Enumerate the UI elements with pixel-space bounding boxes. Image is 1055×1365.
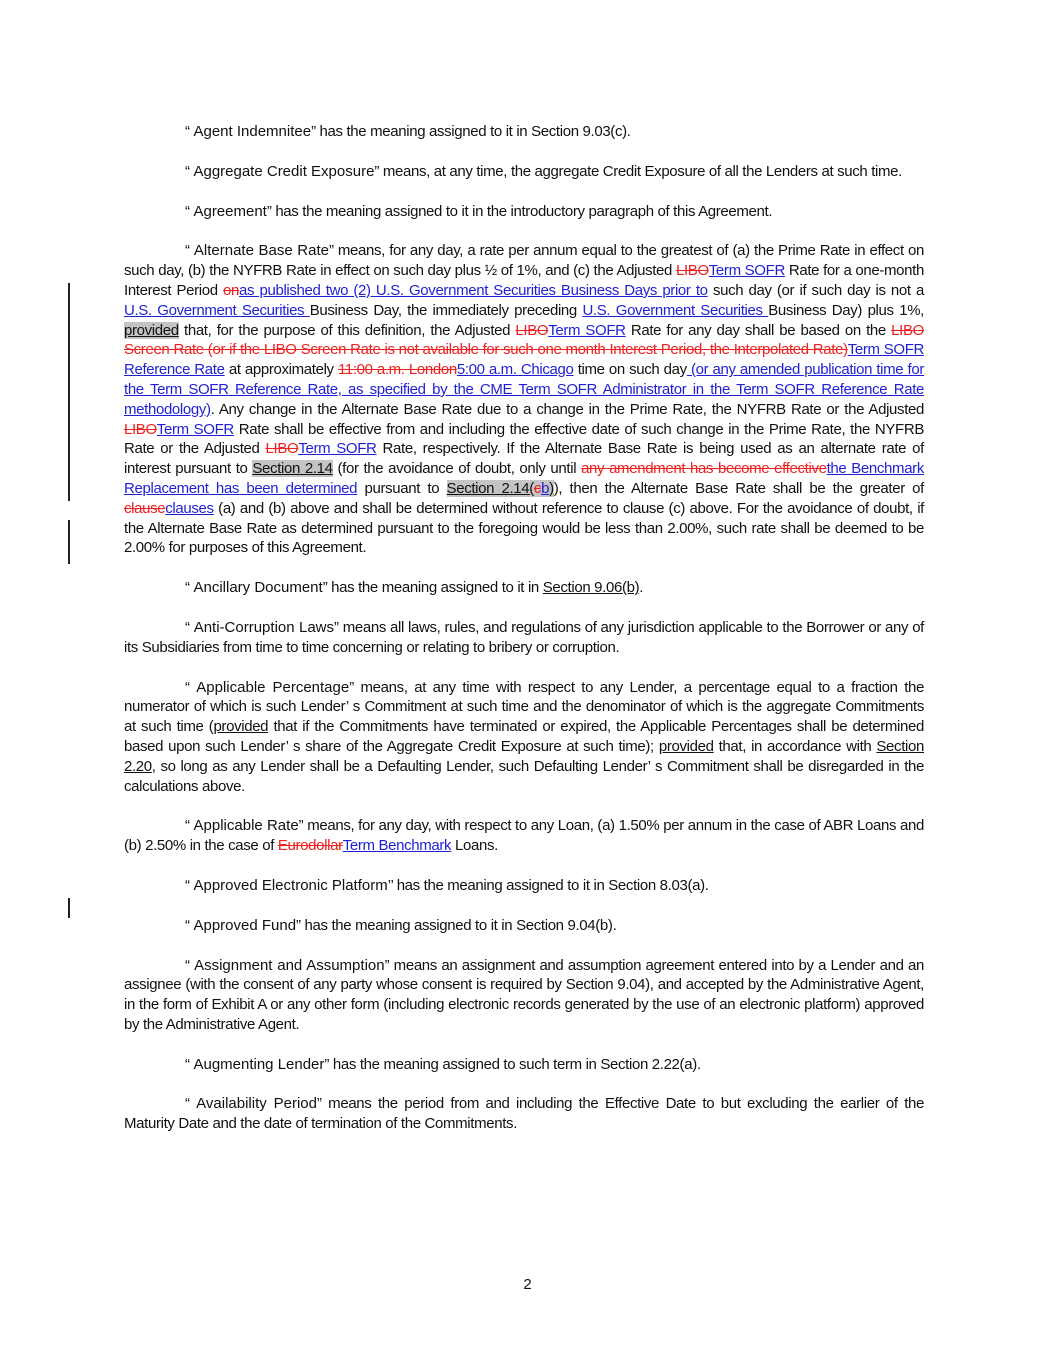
- deleted-text: LIBO: [675, 262, 709, 280]
- inserted-text: as published two (2) U.S. Government Securities Business Days prior to: [239, 281, 708, 299]
- body-text: Rate for a one-month Interest Period: [124, 262, 924, 299]
- body-text: . Any change in the Alternate Base Rate due to a change in the Prime Rate, the NYFRB Rate or the Adjusted: [210, 400, 924, 418]
- defined-term: Assignment and Assumption: [194, 956, 385, 974]
- defined-term: Anti-Corruption Laws: [193, 618, 334, 636]
- deleted-text: LIBO Screen Rate (or if the LIBO Screen Rate is not available for such one month Interest Period, the Interpolated Rate): [124, 321, 924, 359]
- highlighted-reference: ): [549, 479, 554, 497]
- cross-reference: Section 9.06(b): [542, 579, 640, 597]
- body-text: has the meaning assigned to it in the introductory paragraph of this Agreement.: [271, 202, 773, 220]
- inserted-text: Term SOFR Reference Rate: [124, 341, 924, 379]
- body-text: means the period from and including the Effective Date to but excluding the earlier of the Maturity Date and the date of termination of the Commitments.: [124, 1095, 924, 1133]
- definition-paragraph: “ Approved Electronic Platform’’ has the meaning assigned to it in Section 8.03(a).: [185, 876, 709, 894]
- inserted-text: the Benchmark Replacement has been determined: [124, 460, 924, 497]
- defined-term: Ancillary Document: [193, 579, 323, 597]
- body-text: , so long as any Lender shall be a Defaulting Lender, such Defaulting Lender’ s Commitment shall be disregarded in the calculations above.: [124, 757, 924, 795]
- inserted-text: Term Benchmark: [342, 837, 452, 855]
- page-number: 2: [523, 1276, 532, 1293]
- body-text: Rate for any day shall be based on the: [625, 321, 892, 339]
- body-text: that if the Commitments have terminated or expired, the Applicable Percentages shall be determined based upon such Lender’ s share of the Aggregate Credit Exposure at such time);: [124, 718, 924, 755]
- inserted-text: U.S. Government Securities: [582, 301, 769, 319]
- deleted-text: clause: [124, 499, 166, 517]
- inserted-text: b: [541, 479, 550, 497]
- defined-term: Augmenting Lender: [193, 1055, 325, 1073]
- cross-reference: provided: [213, 718, 269, 736]
- body-text: that, for the purpose of this definition, the Adjusted: [178, 321, 516, 339]
- body-text: Rate shall be effective from and including the effective date of such change in the Prime Rate, the NYFRB Rate or the Adjusted: [124, 420, 924, 458]
- inserted-text: clauses: [165, 499, 214, 517]
- deleted-text: any amendment has become effective: [581, 460, 827, 478]
- defined-term: Approved Fund: [193, 916, 297, 934]
- inserted-text: Term SOFR: [708, 262, 785, 280]
- body-text: ), then the Alternate Base Rate shall be the greater of: [553, 479, 924, 497]
- body-text: Business Day, the immediately preceding: [309, 301, 583, 319]
- definition-paragraph: “ Assignment and Assumption” means an assignment and assumption agreement entered into by a Lender and an assignee (with the consent of any party whose consent is required by Section 9.04), and accepted by the Administrative Agent, in the form of Exhibit A or any other form (including electronic records generated by the use of an electronic platform) approved by the Administrative Agent.: [124, 956, 924, 1033]
- body-text: .: [639, 579, 644, 597]
- deleted-text: LIBO: [515, 321, 549, 339]
- highlighted-reference: provided: [124, 321, 179, 339]
- body-text: (a) and (b) above and shall be determined without reference to clause (c) above. For the avoidance of doubt, if the Alternate Base Rate as determined pursuant to the foregoing would be less than 2.00%, such rate shall be deemed to be 2.00% for purposes of this Agreement.: [124, 499, 924, 557]
- document-page: [124, 122, 924, 1154]
- body-text: that, in accordance with: [713, 737, 877, 755]
- body-text: means, for any day, a rate per annum equal to the greatest of (a) the Prime Rate in effect on such day, (b) the NYFRB Rate in effect on such day plus ½ of 1%, and (c) the Adjusted: [124, 242, 924, 280]
- defined-term: Applicable Percentage: [196, 678, 350, 696]
- body-text: (for the avoidance of doubt, only until: [332, 460, 582, 478]
- defined-term: Agreement: [193, 202, 267, 220]
- body-text: Business Day) plus 1%,: [768, 301, 924, 319]
- inserted-text: Term SOFR: [548, 321, 626, 339]
- body-text: means, at any time with respect to any Lender, a percentage equal to a fraction the numerator of which is such Lender’ s Commitment at such time and the denominator of which is the aggregate Commitments at such time (: [124, 678, 924, 736]
- body-text: pursuant to: [357, 479, 447, 497]
- deleted-text: LIBO: [265, 440, 299, 458]
- definition-paragraph: “ Aggregate Credit Exposure” means, at any time, the aggregate Credit Exposure of all the Lenders at such time.: [185, 162, 902, 180]
- body-text: has the meaning assigned to it in: [327, 579, 543, 597]
- defined-term: Applicable Rate: [193, 817, 299, 835]
- body-text: has the meaning assigned to it in Section 8.03(a).: [392, 876, 709, 894]
- body-text: has the meaning assigned to such term in Section 2.22(a).: [329, 1055, 701, 1073]
- body-text: means an assignment and assumption agreement entered into by a Lender and an assignee (with the consent of any party whose consent is required by Section 9.04), and accepted by the Administrative Agent, in the form of Exhibit A or any other form (including electronic records generated by the use of an electronic platform) approved by the Administrative Agent.: [124, 956, 924, 1033]
- cross-reference: provided: [658, 737, 714, 755]
- definition-paragraph: “ Anti-Corruption Laws” means all laws, rules, and regulations of any jurisdiction applicable to the Borrower or any of its Subsidiaries from time to time concerning or relating to bribery or corruption.: [124, 618, 925, 656]
- inserted-text: U.S. Government Securities: [124, 301, 310, 319]
- definition-paragraph: “ Applicable Percentage” means, at any time with respect to any Lender, a percentage equal to a fraction the numerator of which is such Lender’ s Commitment at such time and the denominator of which is the aggregate Commitments at such time (provided that if the Commitments have terminated or expired, the Applicable Percentages shall be determined based upon such Lender’ s share of the Aggregate Credit Exposure at such time); provided that, in accordance with Section 2.20, so long as any Lender shall be a Defaulting Lender, such Defaulting Lender’ s Commitment shall be disregarded in the calculations above.: [124, 678, 924, 795]
- revision-change-bar: [68, 283, 70, 501]
- highlighted-reference: Section 2.14(: [446, 479, 534, 497]
- deleted-text: 11:00 a.m. London: [337, 361, 457, 379]
- deleted-text: on: [223, 281, 240, 299]
- definition-paragraph: “ Agent Indemnitee” has the meaning assigned to it in Section 9.03(c).: [185, 123, 631, 140]
- revision-change-bar: [68, 520, 70, 564]
- body-text: Loans.: [451, 837, 498, 855]
- inserted-text: (or any amended publication time for the Term SOFR Reference Rate, as specified by the CME Term SOFR Administrator in the Term SOFR Reference Rate methodology): [124, 361, 924, 418]
- inserted-text: 5:00 a.m. Chicago: [456, 361, 574, 379]
- defined-term: Aggregate Credit Exposure: [193, 162, 375, 180]
- body-text: has the meaning assigned to it in Section 9.03(c).: [315, 123, 631, 140]
- definition-paragraph: “ Applicable Rate” means, for any day, with respect to any Loan, (a) 1.50% per annum in the case of ABR Loans and (b) 2.50% in the case of EurodollarTerm Benchmark Loans.: [124, 817, 924, 855]
- defined-term: Agent Indemnitee: [193, 123, 312, 140]
- cross-reference: Section 2.20: [124, 737, 924, 775]
- body-text: Rate, respectively. If the Alternate Base Rate is being used as an alternate rate of interest pursuant to: [124, 440, 924, 478]
- deleted-text: c: [533, 479, 542, 497]
- defined-term: Alternate Base Rate: [193, 242, 329, 260]
- revision-change-bar: [68, 898, 70, 918]
- body-text: at approximately: [224, 361, 338, 379]
- inserted-text: Term SOFR: [298, 440, 377, 458]
- definition-paragraph: “ Agreement” has the meaning assigned to it in the introductory paragraph of this Agreement.: [185, 202, 773, 220]
- deleted-text: Eurodollar: [277, 837, 343, 855]
- definition-paragraph: “ Availability Period” means the period from and including the Effective Date to but excluding the earlier of the Maturity Date and the date of termination of the Commitments.: [124, 1095, 924, 1133]
- body-text: has the meaning assigned to it in Section 9.04(b).: [300, 916, 617, 934]
- highlighted-reference: Section 2.14: [252, 460, 333, 478]
- deleted-text: LIBO: [124, 420, 157, 438]
- body-text: such day (or if such day is not a: [707, 281, 924, 299]
- body-text: means, at any time, the aggregate Credit Exposure of all the Lenders at such time.: [379, 162, 902, 180]
- body-text: time on such day: [573, 361, 687, 379]
- inserted-text: Term SOFR: [156, 420, 234, 438]
- definition-paragraph: “ Approved Fund” has the meaning assigned to it in Section 9.04(b).: [185, 916, 617, 934]
- defined-term: Approved Electronic Platform: [193, 876, 388, 894]
- definition-paragraph: “ Alternate Base Rate” means, for any day, a rate per annum equal to the greatest of (a) the Prime Rate in effect on such day, (b) the NYFRB Rate in effect on such day plus ½ of 1%, and (c) the Adjusted LIBOTerm SOFR Rate for a one-month Interest Period onas published two (2) U.S. Government Securities Business Days prior to such day (or if such day is not a U.S. Government Securities Business Day, the immediately preceding U.S. Government Securities Business Day) plus 1%, provided that, for the purpose of this definition, the Adjusted LIBOTerm SOFR Rate for any day shall be based on the LIBO Screen Rate (or if the LIBO Screen Rate is not available for such one month Interest Period, the Interpolated Rate)Term SOFR Reference Rate at approximately 11:00 a.m. London5:00 a.m. Chicago time on such day (or any amended publication time for the Term SOFR Reference Rate, as specified by the CME Term SOFR Administrator in the Term SOFR Reference Rate methodology). Any change in the Alternate Base Rate due to a change in the Prime Rate, the NYFRB Rate or the Adjusted LIBOTerm SOFR Rate shall be effective from and including the effective date of such change in the Prime Rate, the NYFRB Rate or the Adjusted LIBOTerm SOFR Rate, respectively. If the Alternate Base Rate is being used as an alternate rate of interest pursuant to Section 2.14 (for the avoidance of doubt, only until any amendment has become effectivethe Benchmark Replacement has been determined pursuant to Section 2.14(cb)), then the Alternate Base Rate shall be the greater of clauseclauses (a) and (b) above and shall be determined without reference to clause (c) above. For the avoidance of doubt, if the Alternate Base Rate as determined pursuant to the foregoing would be less than 2.00%, such rate shall be deemed to be 2.00% for purposes of this Agreement.: [124, 242, 924, 557]
- definition-paragraph: “ Ancillary Document” has the meaning assigned to it in Section 9.06(b).: [185, 579, 644, 597]
- defined-term: Availability Period: [196, 1095, 317, 1113]
- body-text: means, for any day, with respect to any Loan, (a) 1.50% per annum in the case of ABR Loans and (b) 2.50% in the case of: [124, 817, 924, 855]
- body-text: means all laws, rules, and regulations of any jurisdiction applicable to the Borrower or any of its Subsidiaries from time to time concerning or relating to bribery or corruption.: [124, 618, 925, 656]
- definition-paragraph: “ Augmenting Lender” has the meaning assigned to such term in Section 2.22(a).: [185, 1055, 701, 1073]
